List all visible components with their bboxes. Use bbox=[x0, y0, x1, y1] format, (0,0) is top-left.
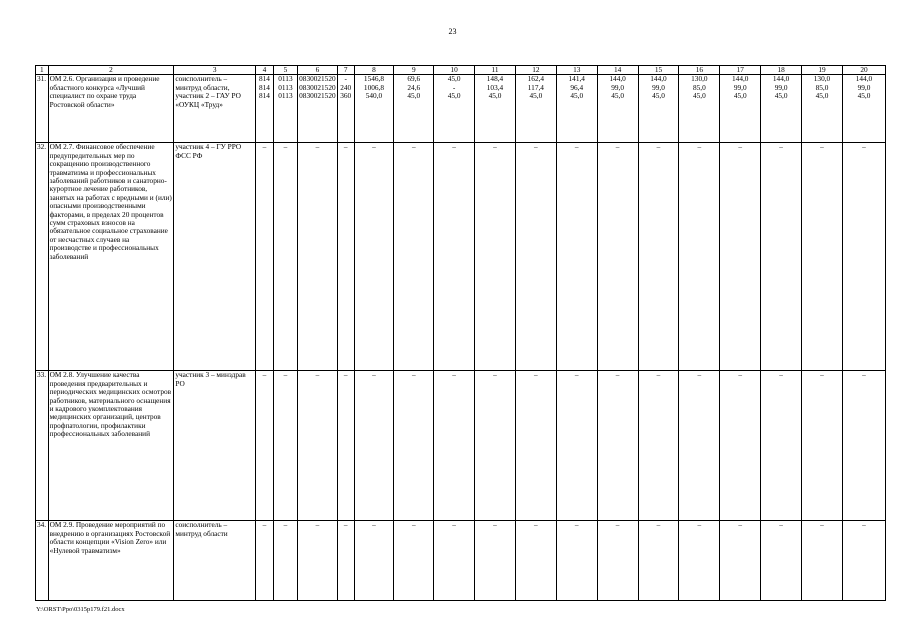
dash-cell: – bbox=[761, 143, 802, 371]
value-cell: 144,0 99,0 45,0 bbox=[842, 75, 885, 143]
dash-cell: – bbox=[434, 371, 475, 521]
dash-cell: – bbox=[434, 143, 475, 371]
dash-cell: – bbox=[679, 371, 720, 521]
dash-cell: – bbox=[638, 371, 679, 521]
dash-cell: – bbox=[638, 521, 679, 601]
table-row bbox=[36, 75, 886, 143]
header-cell: 5 bbox=[273, 66, 297, 75]
dash-cell: – bbox=[475, 143, 516, 371]
header-cell: 17 bbox=[720, 66, 761, 75]
dash-cell: – bbox=[354, 371, 394, 521]
header-cell: 3 bbox=[174, 66, 256, 75]
executor: участник 3 – минздрав РО bbox=[174, 371, 256, 521]
value-cell: 0113 0113 0113 bbox=[273, 75, 297, 143]
header-cell: 11 bbox=[475, 66, 516, 75]
value-cell: 144,0 99,0 45,0 bbox=[761, 75, 802, 143]
program-table bbox=[35, 65, 886, 601]
dash-cell: – bbox=[475, 371, 516, 521]
dash-cell: – bbox=[256, 371, 274, 521]
dash-cell: – bbox=[256, 143, 274, 371]
table-row bbox=[36, 143, 886, 371]
dash-cell: – bbox=[256, 521, 274, 601]
dash-cell: – bbox=[273, 521, 297, 601]
executor: участник 4 – ГУ РРО ФСС РФ bbox=[174, 143, 256, 371]
header-cell: 14 bbox=[597, 66, 638, 75]
value-cell: 144,0 99,0 45,0 bbox=[720, 75, 761, 143]
header-cell: 8 bbox=[354, 66, 394, 75]
value-cell: 144,0 99,0 45,0 bbox=[638, 75, 679, 143]
dash-cell: – bbox=[720, 521, 761, 601]
value-cell: 148,4 103,4 45,0 bbox=[475, 75, 516, 143]
dash-cell: – bbox=[337, 521, 354, 601]
header-cell: 12 bbox=[515, 66, 556, 75]
page-number: 23 bbox=[448, 27, 457, 36]
value-cell: 45,0 - 45,0 bbox=[434, 75, 475, 143]
dash-cell: – bbox=[597, 521, 638, 601]
dash-cell: – bbox=[842, 371, 885, 521]
value-cell: 814 814 814 bbox=[256, 75, 274, 143]
dash-cell: – bbox=[638, 143, 679, 371]
dash-cell: – bbox=[394, 521, 434, 601]
dash-cell: – bbox=[394, 143, 434, 371]
dash-cell: – bbox=[842, 521, 885, 601]
header-cell: 15 bbox=[638, 66, 679, 75]
dash-cell: – bbox=[354, 521, 394, 601]
row-number: 34. bbox=[36, 521, 49, 601]
header-cell: 10 bbox=[434, 66, 475, 75]
dash-cell: – bbox=[515, 143, 556, 371]
header-cell: 18 bbox=[761, 66, 802, 75]
footer-file-path: Y:\ORST\Ppo\0315p179.f21.docx bbox=[36, 606, 125, 613]
header-cell: 19 bbox=[802, 66, 843, 75]
value-cell: 130,0 85,0 45,0 bbox=[679, 75, 720, 143]
dash-cell: – bbox=[297, 521, 337, 601]
dash-cell: – bbox=[515, 371, 556, 521]
dash-cell: – bbox=[597, 371, 638, 521]
header-cell: 2 bbox=[48, 66, 174, 75]
dash-cell: – bbox=[556, 521, 597, 601]
dash-cell: – bbox=[761, 521, 802, 601]
measure-name: ОМ 2.9. Проведение мероприятий по внедрению в организациях Ростовской области концепции «Vision Zero» или «Нулевой травматизм» bbox=[48, 521, 174, 601]
header-cell: 13 bbox=[556, 66, 597, 75]
dash-cell: – bbox=[515, 521, 556, 601]
header-cell: 1 bbox=[36, 66, 49, 75]
dash-cell: – bbox=[354, 143, 394, 371]
dash-cell: – bbox=[337, 371, 354, 521]
dash-cell: – bbox=[842, 143, 885, 371]
value-cell: 130,0 85,0 45,0 bbox=[802, 75, 843, 143]
row-number: 32. bbox=[36, 143, 49, 371]
value-cell: 162,4 117,4 45,0 bbox=[515, 75, 556, 143]
header-cell: 4 bbox=[256, 66, 274, 75]
dash-cell: – bbox=[761, 371, 802, 521]
value-cell: - 240 360 bbox=[337, 75, 354, 143]
dash-cell: – bbox=[679, 521, 720, 601]
dash-cell: – bbox=[556, 371, 597, 521]
dash-cell: – bbox=[802, 521, 843, 601]
header-cell: 9 bbox=[394, 66, 434, 75]
value-cell: 1546,8 1006,8 540,0 bbox=[354, 75, 394, 143]
value-cell: 0830021520 0830021520 0830021520 bbox=[297, 75, 337, 143]
measure-name: ОМ 2.7. Финансовое обеспечение предупредительных мер по сокращению производственного травматизма и профессиональных заболеваний работников и санаторно-курортное лечение работников, занятых на работах с вредными и (или) опасными производственными факторами, в пределах 20 процентов сумм страховых взносов на обязательное социальное страхование от несчастных случаев на производстве и профессиональных заболеваний bbox=[48, 143, 174, 371]
header-cell: 20 bbox=[842, 66, 885, 75]
value-cell: 69,6 24,6 45,0 bbox=[394, 75, 434, 143]
dash-cell: – bbox=[394, 371, 434, 521]
header-row bbox=[36, 66, 886, 75]
dash-cell: – bbox=[273, 371, 297, 521]
dash-cell: – bbox=[297, 371, 337, 521]
value-cell: 141,4 96,4 45,0 bbox=[556, 75, 597, 143]
value-cell: 144,0 99,0 45,0 bbox=[597, 75, 638, 143]
executor: соисполнитель – минтруд области, участник 2 – ГАУ РО «ОУКЦ «Труд» bbox=[174, 75, 256, 143]
header-cell: 7 bbox=[337, 66, 354, 75]
dash-cell: – bbox=[273, 143, 297, 371]
table-row bbox=[36, 521, 886, 601]
measure-name: ОМ 2.8. Улучшение качества проведения предварительных и периодических медицинских осмотров работников, материального оснащения и кадрового укомплектования медицинских организаций, центров профпатологии, профилактики профессиональных заболеваний bbox=[48, 371, 174, 521]
dash-cell: – bbox=[475, 521, 516, 601]
executor: соисполнитель – минтруд области bbox=[174, 521, 256, 601]
row-number: 31. bbox=[36, 75, 49, 143]
dash-cell: – bbox=[597, 143, 638, 371]
dash-cell: – bbox=[720, 371, 761, 521]
dash-cell: – bbox=[802, 143, 843, 371]
dash-cell: – bbox=[337, 143, 354, 371]
measure-name: ОМ 2.6. Организация и проведение областного конкурса «Лучший специалист по охране труда Ростовской области» bbox=[48, 75, 174, 143]
dash-cell: – bbox=[434, 521, 475, 601]
header-cell: 6 bbox=[297, 66, 337, 75]
header-cell: 16 bbox=[679, 66, 720, 75]
dash-cell: – bbox=[720, 143, 761, 371]
row-number: 33. bbox=[36, 371, 49, 521]
dash-cell: – bbox=[556, 143, 597, 371]
table-row bbox=[36, 371, 886, 521]
dash-cell: – bbox=[297, 143, 337, 371]
dash-cell: – bbox=[679, 143, 720, 371]
dash-cell: – bbox=[802, 371, 843, 521]
